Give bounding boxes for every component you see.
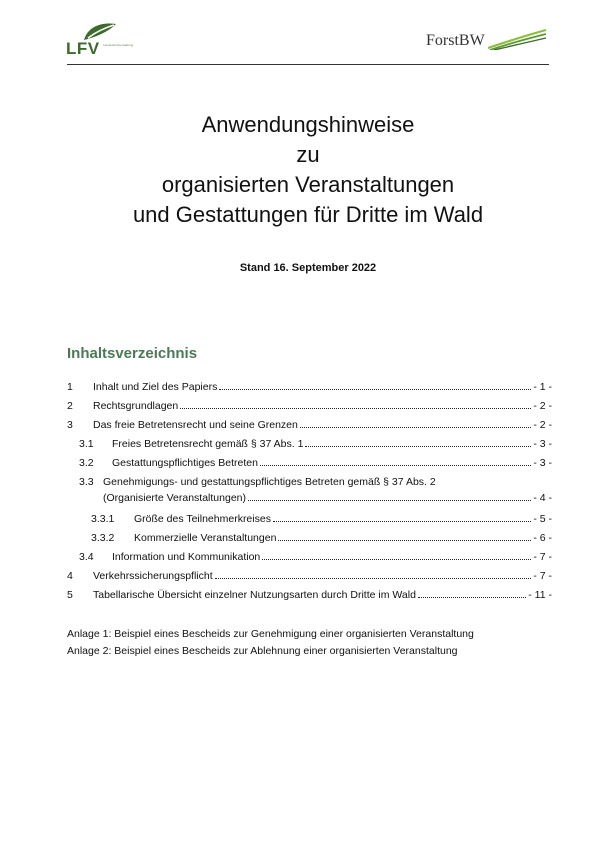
title-line: und Gestattungen für Dritte im Wald [132,202,484,227]
toc-entry[interactable] [67,570,552,584]
toc-entry-title: Größe des Teilnehmerkreises [134,513,271,525]
toc-entry-title: Inhalt und Ziel des Papiers [93,381,218,393]
toc-entry[interactable] [91,513,552,527]
toc-entry-page: - 11 - [528,589,552,601]
toc-leader-dots [248,499,531,501]
toc-entry-number: 3.3.2 [91,532,115,544]
toc-entry-title-continued: (Organisierte Veranstaltungen) [103,492,246,504]
toc-entry-number: 3.1 [79,438,94,450]
toc-leader-dots [273,520,531,522]
toc-leader-dots [278,539,531,541]
toc-entry-page: - 3 - [533,457,552,469]
toc-leader-dots [305,445,531,447]
lfv-logo [66,22,132,62]
toc-entry-page: - 2 - [533,400,552,412]
toc-leader-dots [262,558,531,560]
toc-entry-number: 1 [67,381,73,393]
toc-entry-number: 3.3 [79,476,94,488]
document-title [67,110,549,230]
toc-entry-title: Verkehrssicherungspflicht [93,570,213,582]
toc-leader-dots [260,464,531,466]
toc-entry-title[interactable]: Genehmigungs- und gestattungspflichtiges Betreten gemäß § 37 Abs. 2 [103,476,436,488]
appendix-item: Anlage 2: Beispiel eines Bescheids zur Ablehnung einer organisierten Veranstaltung [67,645,458,657]
forstbw-logo [426,28,548,54]
toc-entry-number: 5 [67,589,73,601]
page-header [0,0,595,70]
toc-entry-title: Gestattungspflichtiges Betreten [112,457,258,469]
toc-entry-page: - 2 - [533,419,552,431]
toc-entry[interactable] [67,400,552,414]
toc-entry[interactable] [79,457,552,471]
toc-leader-dots [215,577,532,579]
toc-entry[interactable] [103,492,552,506]
title-line: Anwendungshinweise [201,112,415,137]
toc-entry[interactable] [67,589,552,603]
toc-heading: Inhaltsverzeichnis [67,345,198,362]
toc-entry[interactable] [79,551,552,565]
toc-entry-title: Das freie Betretensrecht und seine Grenzen [93,419,298,431]
title-line: zu [296,142,320,167]
lfv-logo-text: LFV [66,39,100,58]
lfv-logo-subtext: Landesforstverwaltung [103,43,134,47]
forstbw-logo-text: ForstBW [426,32,485,49]
header-divider [67,64,549,65]
toc-entry-title: Information und Kommunikation [112,551,261,563]
toc-entry-title: Tabellarische Übersicht einzelner Nutzungsarten durch Dritte im Wald [93,589,416,601]
toc-entry-page: - 6 - [533,532,552,544]
toc-entry-page: - 5 - [533,513,552,525]
toc-entry-number: 3.3.1 [91,513,115,525]
toc-entry-page: - 7 - [533,551,552,563]
toc-entry-title: Rechtsgrundlagen [93,400,179,412]
appendix-list [67,626,474,660]
toc-entry-title: Kommerzielle Veranstaltungen [134,532,277,544]
toc-entry[interactable] [67,381,552,395]
toc-entry-page: - 1 - [533,381,552,393]
toc-entry[interactable] [79,438,552,452]
toc-entry-number: 4 [67,570,73,582]
toc-entry-page: - 3 - [533,438,552,450]
toc-entry[interactable] [67,419,552,433]
toc-leader-dots [180,407,531,409]
toc-entry[interactable] [91,532,552,546]
forstbw-swoosh-icon [488,28,548,50]
toc-entry-number: 3.2 [79,457,94,469]
toc-entry-page: - 7 - [533,570,552,582]
toc-leader-dots [300,426,531,428]
toc-entry-title: Freies Betretensrecht gemäß § 37 Abs. 1 [112,438,304,450]
toc-entry-page: - 4 - [533,492,552,504]
toc-entry-number: 3 [67,419,73,431]
toc-leader-dots [418,596,526,598]
toc-entry-number: 3.4 [79,551,94,563]
toc-leader-dots [219,388,531,390]
title-line: organisierten Veranstaltungen [161,172,455,197]
toc-entry-number: 2 [67,400,73,412]
appendix-item: Anlage 1: Beispiel eines Bescheids zur Genehmigung einer organisierten Veranstaltung [67,628,474,640]
document-date: Stand 16. September 2022 [239,262,377,274]
